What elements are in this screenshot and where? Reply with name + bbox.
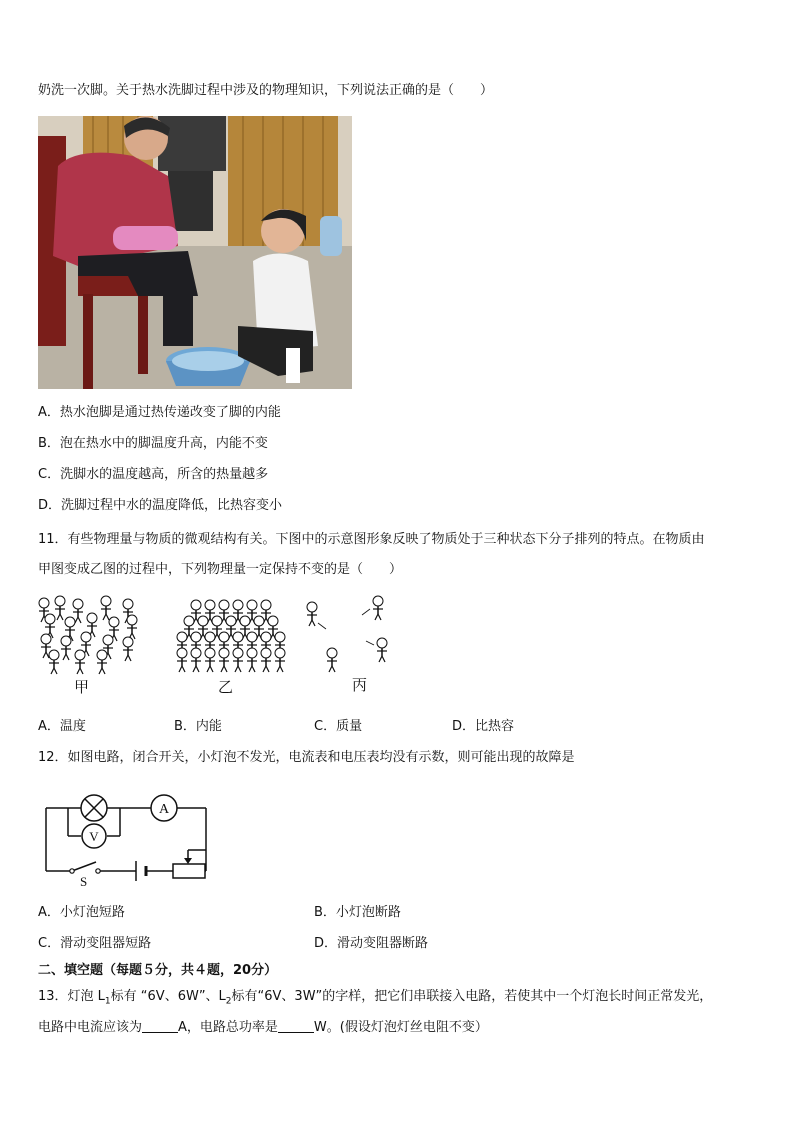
q12-option-d: D．滑动变阻器断路	[314, 936, 429, 951]
q13-text-6: W。(假设灯泡灯丝电阻不变）	[313, 1020, 488, 1035]
solid-state-diagram	[177, 600, 285, 672]
q13-text-3: 标有“6V、3W”的字样，把它们串联接入电路，若使其中一个灯泡长时间正常发光，	[231, 989, 713, 1004]
q10-stem: 奶洗一次脚。关于热水洗脚过程中涉及的物理知识，下列说法正确的是（ ）	[38, 83, 494, 98]
liquid-state-diagram	[39, 596, 137, 674]
q12-option-c: C．滑动变阻器短路	[38, 936, 152, 951]
q11-stem-line1: 11．有些物理量与物质的微观结构有关。下图中的示意图形象反映了物质处于三种状态下分子排列的特点。在物质由	[38, 532, 705, 547]
circuit-diagram	[38, 778, 212, 890]
ammeter-label: A	[158, 802, 170, 817]
q11-option-b: B．内能	[174, 719, 222, 734]
q12-option-b: B．小灯泡断路	[314, 905, 401, 920]
q13-text-5: A，电路总功率是	[178, 1020, 278, 1035]
section-title-fill-in: 二、填空题（每题５分，共４题，20分）	[38, 963, 278, 978]
lamp-symbol	[81, 795, 107, 821]
q10-option-c: C．洗脚水的温度越高，所含的热量越多	[38, 467, 269, 482]
q13-text-4: 电路中电流应该为	[38, 1020, 143, 1035]
q13-text-2: 标有 “6V、6W”、L	[110, 989, 226, 1004]
q12-option-a: A．小灯泡短路	[38, 905, 125, 920]
q11-option-d: D．比热容	[452, 719, 515, 734]
q11-option-c: C．质量	[314, 719, 363, 734]
molecule-states-figure	[36, 595, 396, 675]
q12-stem: 12．如图电路，闭合开关，小灯泡不发光，电流表和电压表均没有示数，则可能出现的故障是	[38, 750, 575, 765]
q13-text-1: 13．灯泡 L	[38, 989, 105, 1004]
q10-option-a: A．热水泡脚是通过热传递改变了脚的内能	[38, 405, 281, 420]
gas-state-diagram	[307, 596, 387, 672]
switch-label: S	[80, 874, 88, 889]
q10-option-b: B．泡在热水中的脚温度升高，内能不变	[38, 436, 268, 451]
q11-option-a: A．温度	[38, 719, 86, 734]
current-answer-blank[interactable]	[142, 1018, 178, 1033]
foot-washing-photo	[38, 116, 352, 389]
q13-sub-2: 2	[225, 996, 232, 1007]
q13-line1	[38, 988, 712, 1011]
q10-option-d: D．洗脚过程中水的温度降低，比热容变小	[38, 498, 283, 513]
figure-label-bing: 丙	[352, 676, 368, 694]
q13-line2	[38, 1018, 488, 1037]
figure-label-yi: 乙	[218, 678, 234, 696]
q13-sub-1: 1	[104, 996, 111, 1007]
q11-stem-line2: 甲图变成乙图的过程中，下列物理量一定保持不变的是（ ）	[38, 562, 403, 577]
figure-label-jia: 甲	[74, 678, 90, 696]
voltmeter-label: V	[89, 829, 99, 844]
power-answer-blank[interactable]	[278, 1018, 314, 1033]
